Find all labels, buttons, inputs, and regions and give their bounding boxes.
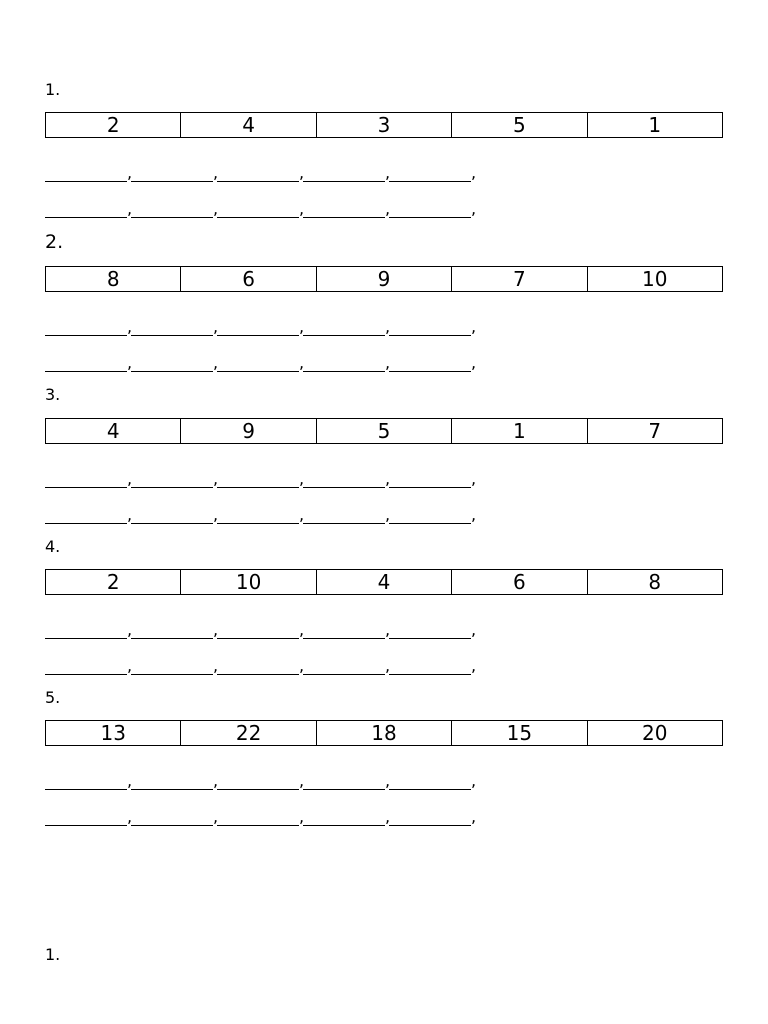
number-row <box>45 720 723 746</box>
number-cell: 3 <box>316 113 451 138</box>
problem-number: 1. <box>45 945 61 964</box>
answer-line-ascending: , , , , , <box>45 464 475 490</box>
problem-number: 1. <box>45 80 61 99</box>
answer-blank[interactable] <box>303 159 385 182</box>
answer-line-ascending: , , , , , <box>45 766 475 792</box>
number-cell: 22 <box>181 721 316 746</box>
answer-blank[interactable] <box>131 195 213 218</box>
answer-blank[interactable] <box>303 803 385 826</box>
problem-number: 4. <box>45 537 61 556</box>
answer-blank[interactable] <box>45 195 127 218</box>
problem-number: 5. <box>45 688 61 707</box>
number-cell: 8 <box>587 570 722 595</box>
number-cell: 20 <box>587 721 722 746</box>
answer-blank[interactable] <box>131 616 213 639</box>
answer-blank[interactable] <box>217 616 299 639</box>
answer-blank[interactable] <box>45 159 127 182</box>
number-cell: 9 <box>316 267 451 292</box>
answer-blank[interactable] <box>45 313 127 336</box>
number-row <box>45 266 723 292</box>
problem-number: 2. <box>45 231 64 253</box>
answer-blank[interactable] <box>45 501 127 524</box>
answer-blank[interactable] <box>303 195 385 218</box>
answer-blank[interactable] <box>131 767 213 790</box>
answer-blank[interactable] <box>389 501 471 524</box>
number-cell: 18 <box>316 721 451 746</box>
answer-line-ascending: , , , , , <box>45 615 475 641</box>
number-cell: 4 <box>181 113 316 138</box>
answer-blank[interactable] <box>131 159 213 182</box>
number-cell: 15 <box>452 721 587 746</box>
answer-blank[interactable] <box>303 313 385 336</box>
number-row <box>45 418 723 444</box>
answer-blank[interactable] <box>217 767 299 790</box>
number-cell: 8 <box>46 267 181 292</box>
answer-line-descending: , , , , , <box>45 194 475 220</box>
answer-blank[interactable] <box>303 349 385 372</box>
answer-line-ascending: , , , , , <box>45 158 475 184</box>
problem-number: 3. <box>45 385 61 404</box>
answer-blank[interactable] <box>45 465 127 488</box>
number-cell: 7 <box>587 419 722 444</box>
answer-line-descending: , , , , , <box>45 802 475 828</box>
number-cell: 1 <box>587 113 722 138</box>
answer-blank[interactable] <box>217 313 299 336</box>
answer-blank[interactable] <box>217 159 299 182</box>
answer-blank[interactable] <box>45 767 127 790</box>
answer-blank[interactable] <box>131 465 213 488</box>
answer-blank[interactable] <box>303 465 385 488</box>
number-cell: 5 <box>316 419 451 444</box>
answer-blank[interactable] <box>217 803 299 826</box>
number-cell: 6 <box>181 267 316 292</box>
answer-blank[interactable] <box>217 465 299 488</box>
number-cell: 4 <box>316 570 451 595</box>
number-cell: 9 <box>181 419 316 444</box>
number-cell: 10 <box>587 267 722 292</box>
answer-blank[interactable] <box>303 616 385 639</box>
number-cell: 1 <box>452 419 587 444</box>
answer-blank[interactable] <box>389 803 471 826</box>
number-row <box>45 569 723 595</box>
answer-blank[interactable] <box>45 803 127 826</box>
answer-blank[interactable] <box>303 501 385 524</box>
number-cell: 5 <box>452 113 587 138</box>
answer-line-descending: , , , , , <box>45 500 475 526</box>
answer-blank[interactable] <box>131 313 213 336</box>
answer-blank[interactable] <box>389 652 471 675</box>
number-cell: 10 <box>181 570 316 595</box>
answer-blank[interactable] <box>389 616 471 639</box>
answer-blank[interactable] <box>217 501 299 524</box>
answer-blank[interactable] <box>389 313 471 336</box>
answer-blank[interactable] <box>131 349 213 372</box>
answer-blank[interactable] <box>303 652 385 675</box>
answer-line-descending: , , , , , <box>45 651 475 677</box>
answer-blank[interactable] <box>131 652 213 675</box>
answer-blank[interactable] <box>389 465 471 488</box>
answer-blank[interactable] <box>389 159 471 182</box>
number-cell: 2 <box>46 570 181 595</box>
number-cell: 7 <box>452 267 587 292</box>
answer-blank[interactable] <box>389 195 471 218</box>
answer-line-ascending: , , , , , <box>45 312 475 338</box>
number-cell: 13 <box>46 721 181 746</box>
answer-blank[interactable] <box>45 652 127 675</box>
answer-line-descending: , , , , , <box>45 348 475 374</box>
answer-blank[interactable] <box>389 349 471 372</box>
number-cell: 6 <box>452 570 587 595</box>
answer-blank[interactable] <box>389 767 471 790</box>
number-row <box>45 112 723 138</box>
answer-blank[interactable] <box>45 349 127 372</box>
answer-blank[interactable] <box>131 803 213 826</box>
answer-blank[interactable] <box>217 349 299 372</box>
answer-blank[interactable] <box>303 767 385 790</box>
answer-blank[interactable] <box>217 652 299 675</box>
answer-blank[interactable] <box>45 616 127 639</box>
answer-blank[interactable] <box>131 501 213 524</box>
number-cell: 4 <box>46 419 181 444</box>
answer-blank[interactable] <box>217 195 299 218</box>
number-cell: 2 <box>46 113 181 138</box>
